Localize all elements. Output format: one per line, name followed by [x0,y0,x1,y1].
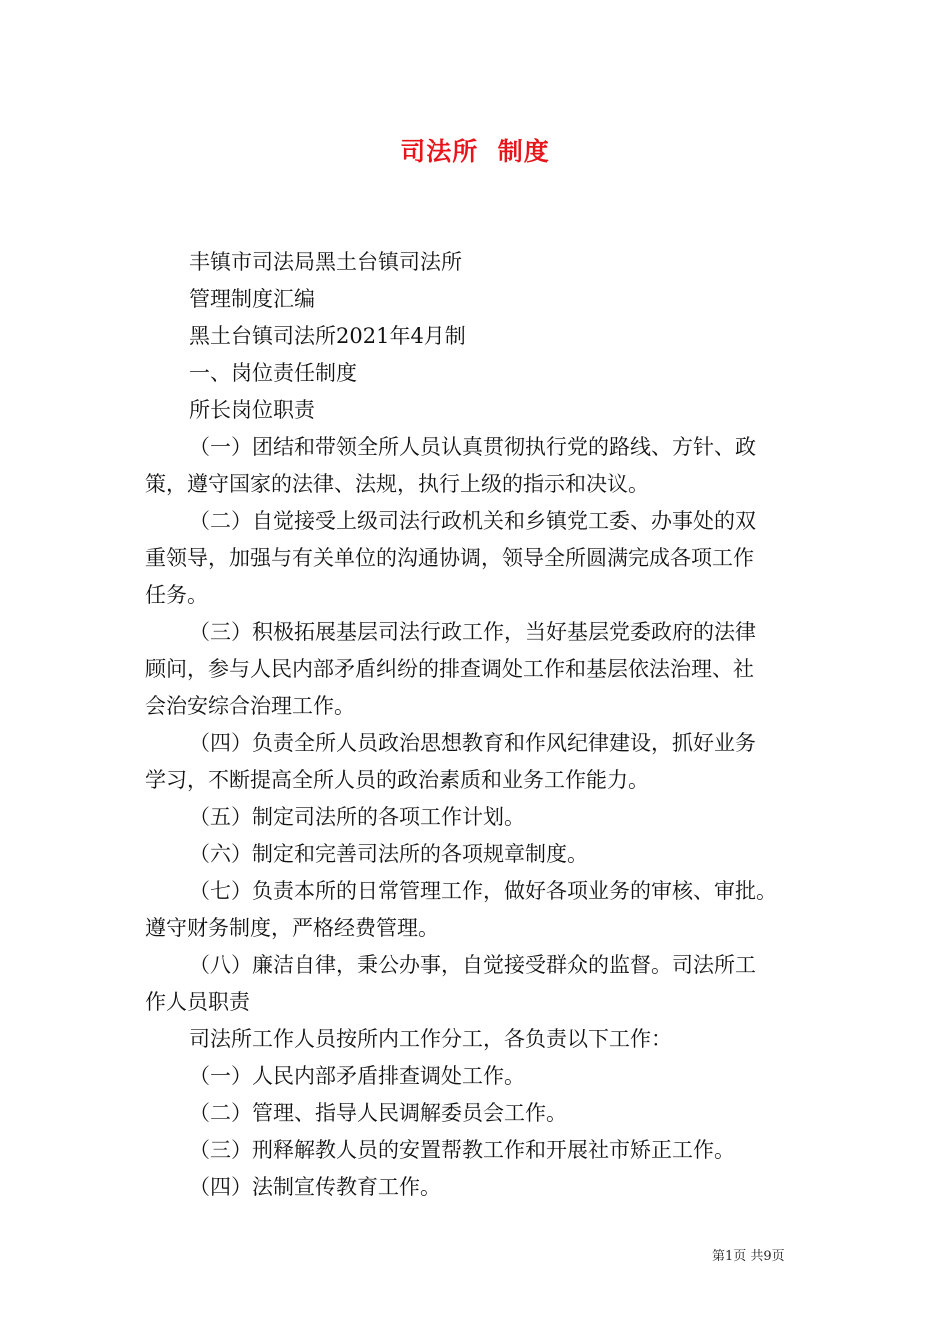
body-line: 遵守财务制度，严格经费管理。 [145,916,439,940]
body-line: （四）负责全所人员政治思想教育和作风纪律建设，抓好业务 [189,731,756,755]
body-line: （二）管理、指导人民调解委员会工作。 [189,1101,567,1125]
body-line: （三）积极拓展基层司法行政工作，当好基层党委政府的法律 [189,620,756,644]
body-line: 一、岗位责任制度 [189,361,357,385]
document-title: 司法所 制度 [400,137,550,166]
body-line: 会治安综合治理工作。 [145,694,355,718]
body-line: 丰镇市司法局黑土台镇司法所 [189,250,462,274]
body-line: 策，遵守国家的法律、法规，执行上级的指示和决议。 [145,472,649,496]
page-number: 第1页 共9页 [712,1249,785,1264]
body-line: 所长岗位职责 [189,398,315,422]
body-line: 作人员职责 [145,990,250,1014]
body-line: 司法所工作人员按所内工作分工，各负责以下工作： [189,1027,672,1051]
body-line: （一）人民内部矛盾排查调处工作。 [189,1064,525,1088]
body-line: （七）负责本所的日常管理工作，做好各项业务的审核、审批。 [189,879,777,903]
body-line: 顾问，参与人民内部矛盾纠纷的排查调处工作和基层依法治理、社 [145,657,754,681]
body-line: （三）刑释解教人员的安置帮教工作和开展社市矫正工作。 [189,1138,735,1162]
body-line: （五）制定司法所的各项工作计划。 [189,805,525,829]
body-line: （二）自觉接受上级司法行政机关和乡镇党工委、办事处的双 [189,509,756,533]
body-line: （一）团结和带领全所人员认真贯彻执行党的路线、方针、政 [189,435,756,459]
document-body [145,244,809,1206]
body-line: 黑土台镇司法所2021年4月制 [189,324,466,348]
body-line: （四）法制宣传教育工作。 [189,1175,441,1199]
body-line: （八）廉洁自律，秉公办事，自觉接受群众的监督。司法所工 [189,953,756,977]
body-line: （六）制定和完善司法所的各项规章制度。 [189,842,588,866]
body-line: 管理制度汇编 [189,287,315,311]
body-line: 重领导，加强与有关单位的沟通协调，领导全所圆满完成各项工作 [145,546,754,570]
body-line: 学习，不断提高全所人员的政治素质和业务工作能力。 [145,768,649,792]
body-line: 任务。 [145,583,208,607]
